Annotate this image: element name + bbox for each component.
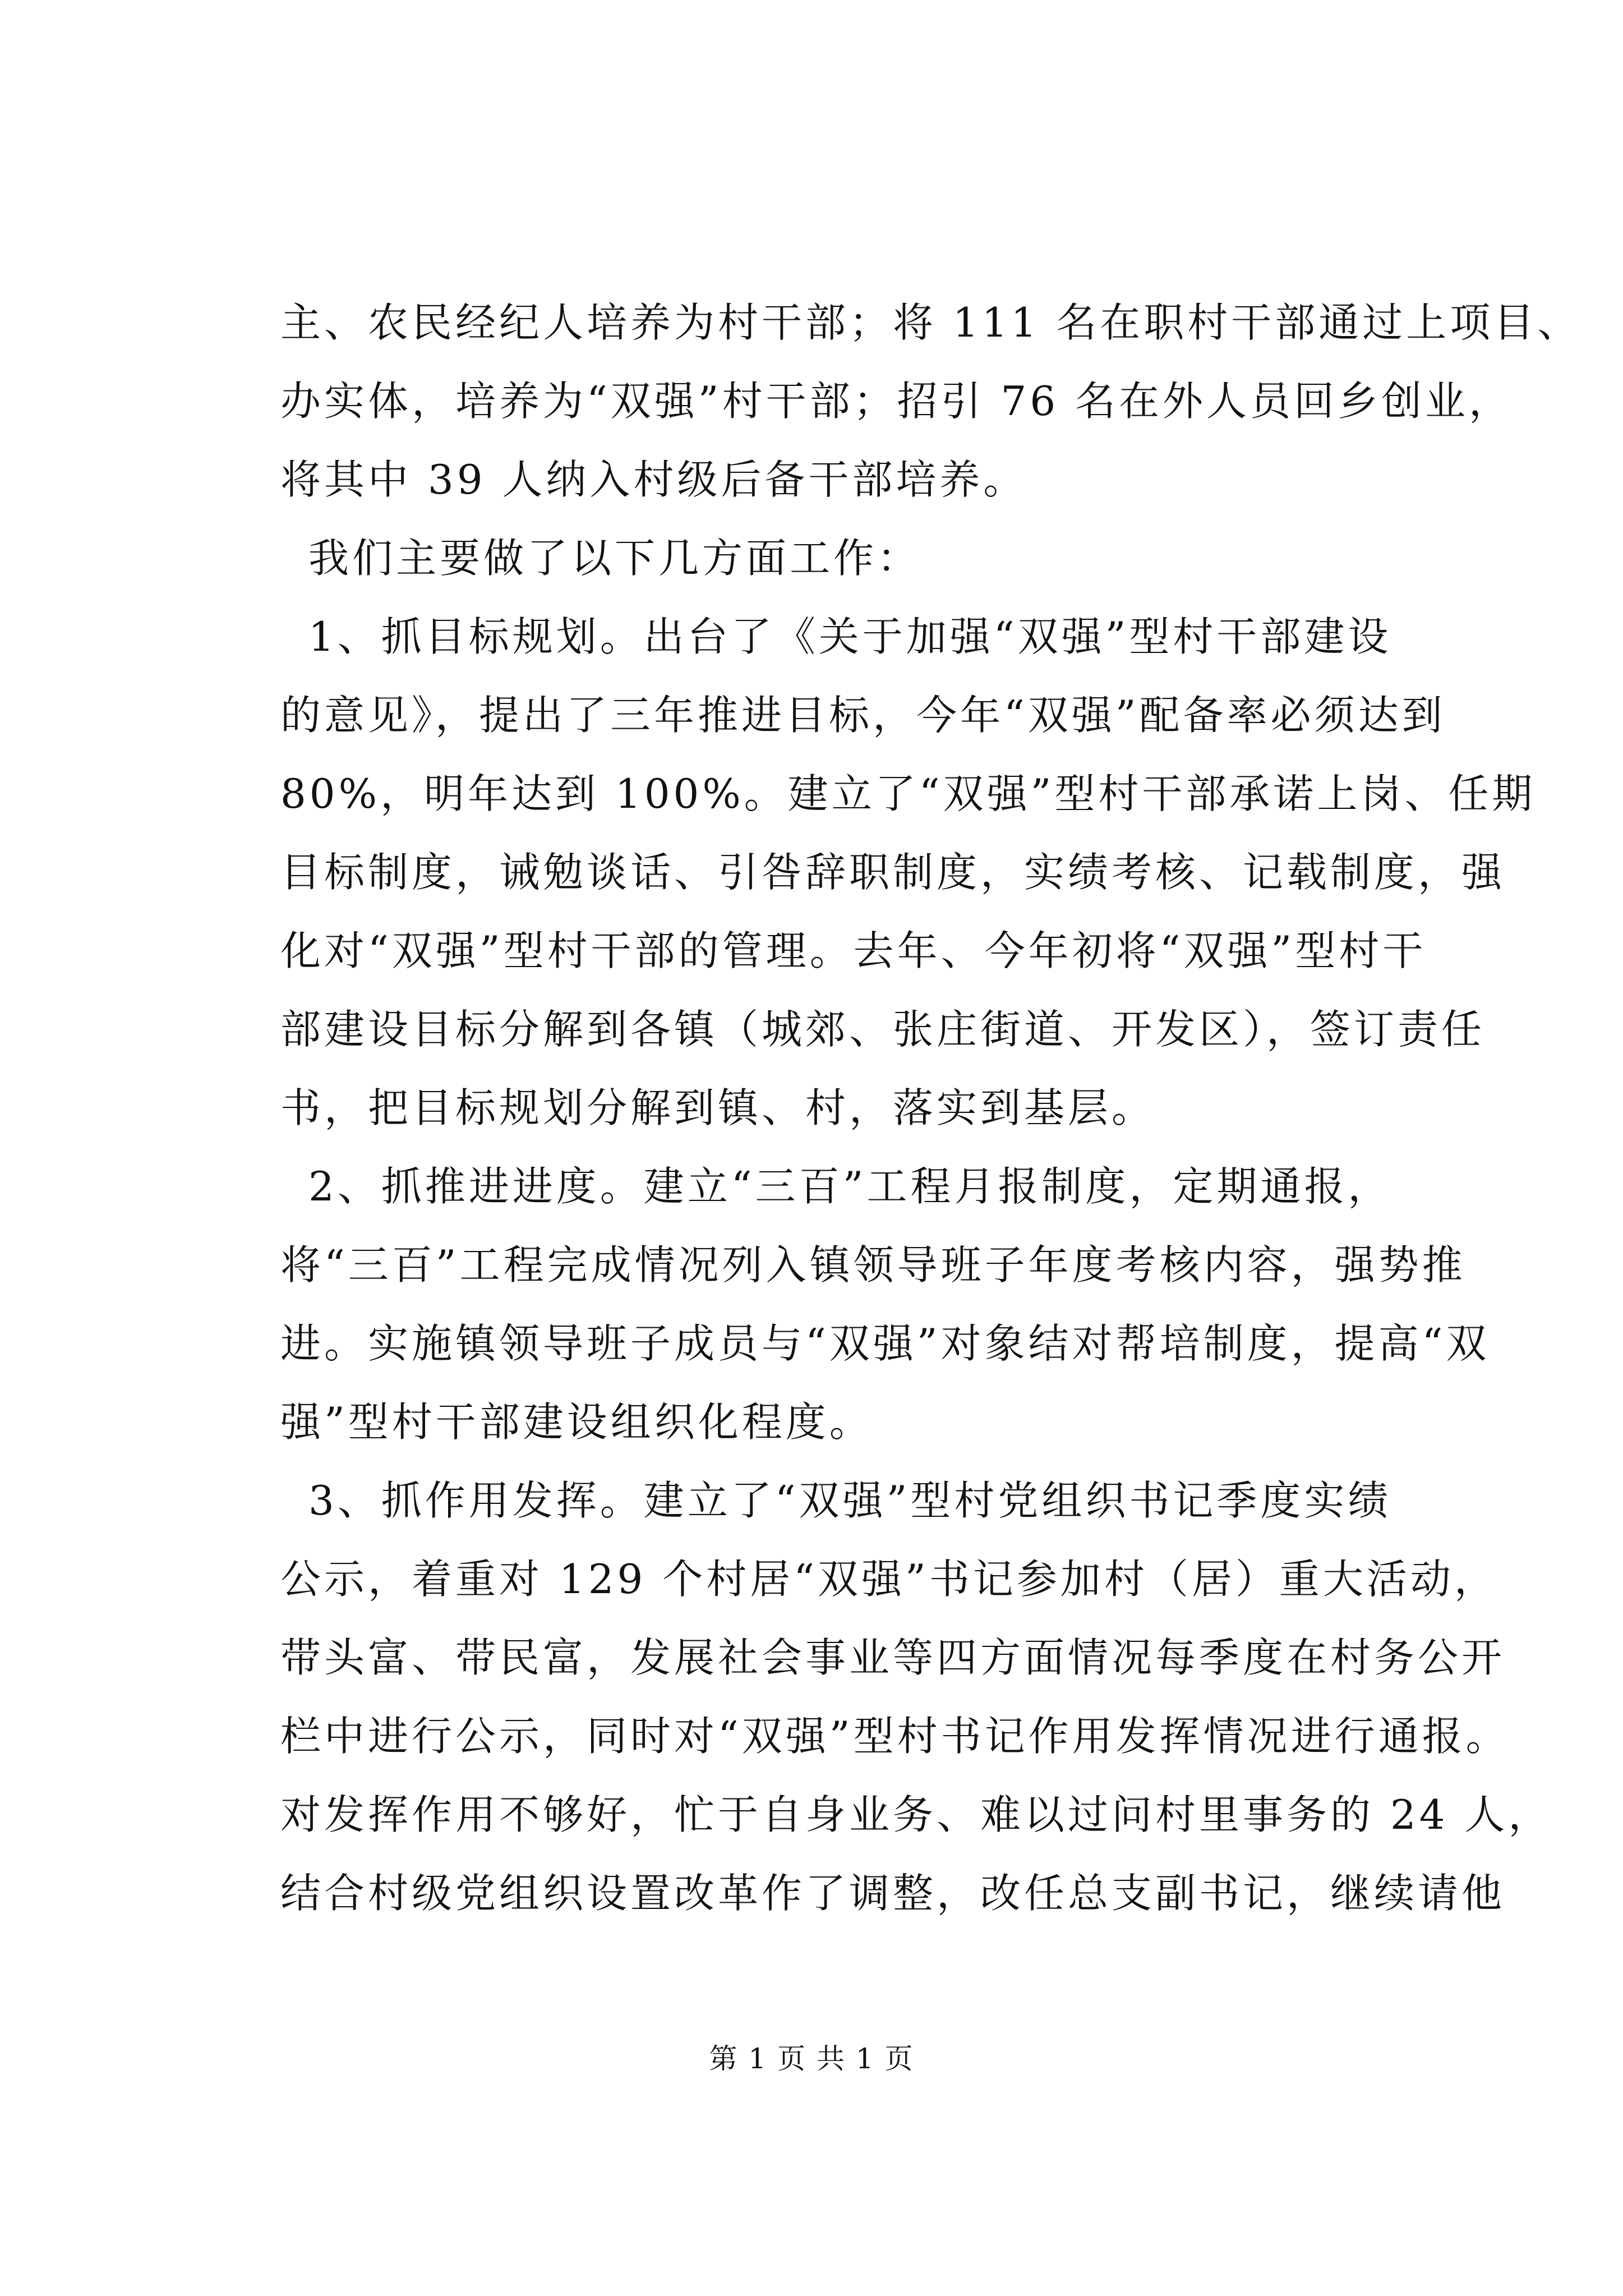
text-line: 化对“双强”型村干部的管理。去年、今年初将“双强”型村干 xyxy=(280,927,1427,974)
text-line: 将“三百”工程完成情况列入镇领导班子年度考核内容，强势推 xyxy=(280,1241,1466,1289)
text-line: 栏中进行公示，同时对“双强”型村书记作用发挥情况进行通报。 xyxy=(280,1713,1510,1760)
paragraph-first-line: 3、抓作用发挥。建立了“双强”型村党组织书记季度实绩 xyxy=(308,1477,1392,1524)
text-line: 进。实施镇领导班子成员与“双强”对象结对帮培制度，提高“双 xyxy=(280,1320,1490,1367)
text-line: 带头富、带民富，发展社会事业等四方面情况每季度在村务公开 xyxy=(280,1634,1506,1681)
text-line: 部建设目标分解到各镇（城郊、张庄街道、开发区），签订责任 xyxy=(280,1006,1486,1053)
text-line: 强”型村干部建设组织化程度。 xyxy=(280,1398,873,1446)
text-line: 的意见》，提出了三年推进目标，今年“双强”配备率必须达到 xyxy=(280,692,1446,739)
paragraph-first-line: 我们主要做了以下几方面工作： xyxy=(308,535,921,582)
text-line: 书，把目标规划分解到镇、村，落实到基层。 xyxy=(280,1084,1156,1131)
text-line: 办实体，培养为“双强”村干部；招引 76 名在外人员回乡创业， xyxy=(280,378,1513,425)
page-footer: 第 1 页 共 1 页 xyxy=(709,2042,914,2075)
text-line: 结合村级党组织设置改革作了调整，改任总支副书记，继续请他 xyxy=(280,1870,1506,1917)
text-line: 将其中 39 人纳入村级后备干部培养。 xyxy=(280,456,1027,503)
paragraph-first-line: 2、抓推进进度。建立“三百”工程月报制度，定期通报， xyxy=(308,1163,1392,1210)
text-line: 主、农民经纪人培养为村干部；将 111 名在职村干部通过上项目、 xyxy=(280,299,1581,346)
text-line: 目标制度，诫勉谈话、引咎辞职制度，实绩考核、记载制度，强 xyxy=(280,849,1506,896)
text-line: 公示，着重对 129 个村居“双强”书记参加村（居）重大活动， xyxy=(280,1556,1498,1603)
document-body xyxy=(280,283,1581,1932)
text-line: 80%，明年达到 100%。建立了“双强”型村干部承诺上岗、任期 xyxy=(280,770,1536,817)
text-line: 对发挥作用不够好，忙于自身业务、难以过问村里事务的 24 人， xyxy=(280,1791,1552,1838)
paragraph-first-line: 1、抓目标规划。出台了《关于加强“双强”型村干部建设 xyxy=(308,613,1392,660)
